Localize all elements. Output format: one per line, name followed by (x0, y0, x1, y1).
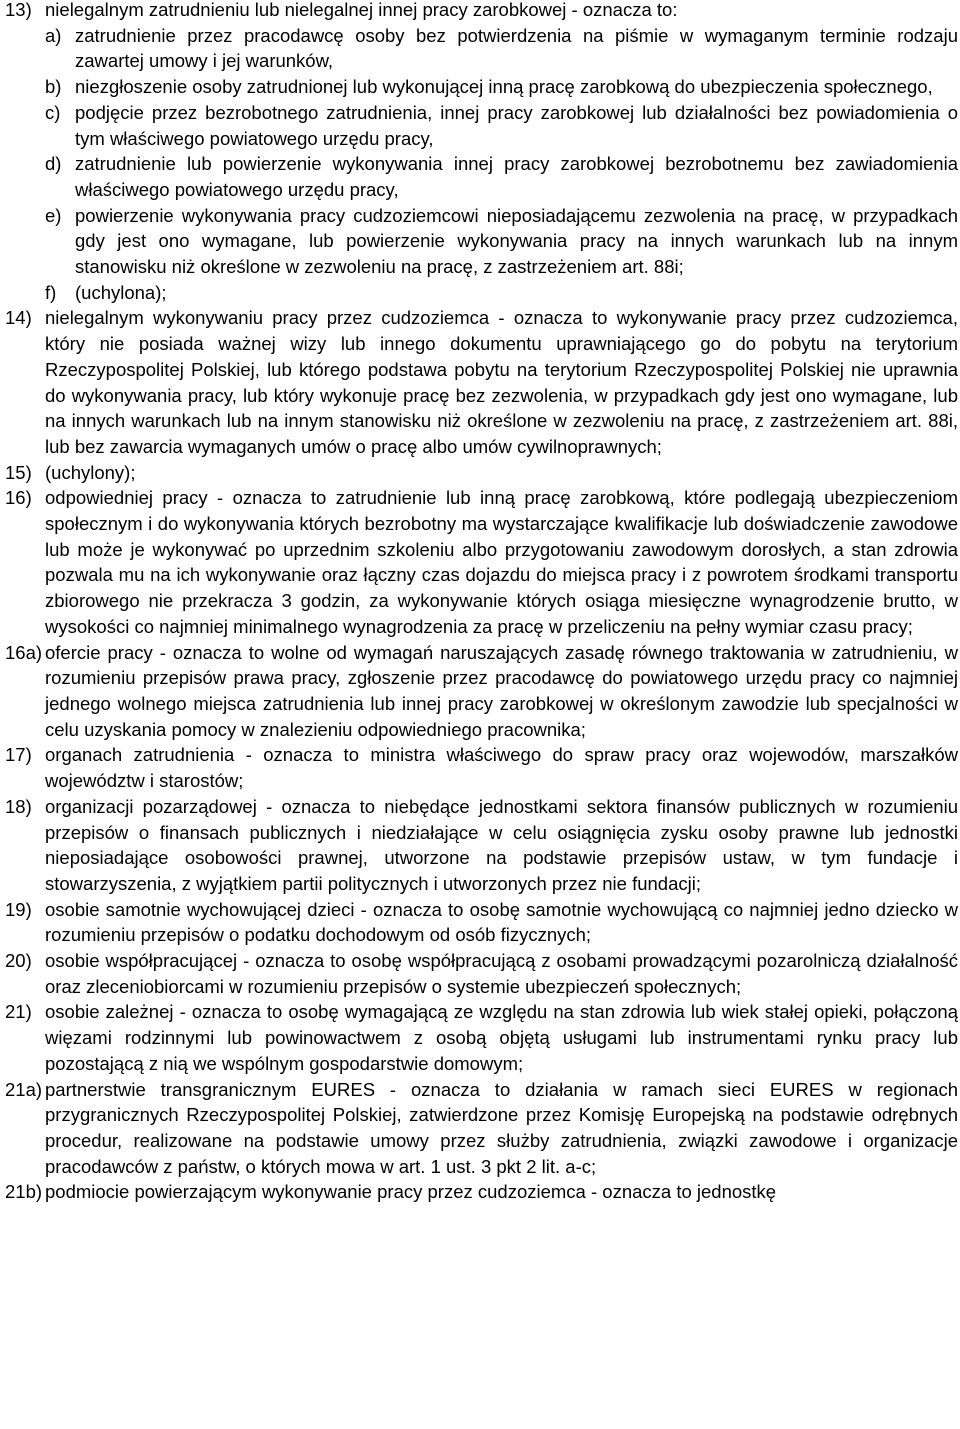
sub-item (5, 23, 958, 74)
item-number: f) (45, 281, 57, 303)
item-text: nielegalnym wykonywaniu pracy przez cudzoziemca - oznacza to wykonywanie pracy przez cudzoziemca, który nie posiada ważnej wizy lub innego dokumentu uprawniającego go do pobytu na terytorium Rzeczypospolitej Polskiej, lub którego podstawa pobytu na terytorium Rzeczypospolitej Polskiej nie uprawnia do wykonywania pracy, lub który wykonuje pracę bez zezwolenia, w przypadkach gdy jest ono wymagane, lub na innych warunkach lub na innym stanowisku niż określone w zezwoleniu na pracę, z zastrzeżeniem art. 88i, lub bez zawarcia wymaganych umów o pracę albo umów cywilnoprawnych; (45, 307, 958, 457)
item-text: partnerstwie transgranicznym EURES - oznacza to działania w ramach sieci EURES w regionach przygranicznych Rzeczypospolitej Polskiej, zatwierdzone przez Komisję Europejską na podstawie odrębnych procedur, realizowane na podstawie umowy przez służby zatrudnienia, związki zawodowe i organizacje pracodawców z państw, o których mowa w art. 1 ust. 3 pkt 2 lit. a-c; (45, 1078, 958, 1177)
sub-item (5, 74, 958, 100)
item-text: osobie współpracującej - oznacza to osobę współpracującą z osobami prowadzącymi pozarolniczą działalność oraz zleceniobiorcami w rozumieniu przepisów o systemie ubezpieczeń społecznych; (45, 950, 958, 997)
item-number: 21) (5, 1001, 32, 1023)
item-text: ofercie pracy - oznacza to wolne od wymagań naruszających zasadę równego traktowania w zatrudnieniu, w rozumieniu przepisów prawa pracy, zgłoszenie przez pracodawcę do powiatowego urzędu pracy co najmniej jednego wolnego miejsca zatrudnienia lub innej pracy zarobkowej w określonym zawodzie lub specjalności w celu uzyskania pomocy w znalezieniu odpowiedniego pracownika; (45, 641, 958, 740)
item-text: odpowiedniej pracy - oznacza to zatrudnienie lub inną pracę zarobkową, które podlegają ubezpieczeniom społecznym i do wykonywania których bezrobotny ma wystarczające kwalifikacje lub doświadczenie zawodowe lub może je wykonywać po uprzednim szkoleniu albo przygotowaniu zawodowym dorosłych, a stan zdrowia pozwala mu na ich wykonywanie oraz łączny czas dojazdu do miejsca pracy i z powrotem środkami transportu zbiorowego nie przekracza 3 godzin, za wykonywanie których osiąga miesięczne wynagrodzenie brutto, w wysokości co najmniej minimalnego wynagrodzenia za pracę w przeliczeniu na pełny wymiar czasu pracy; (45, 487, 958, 637)
definition-item (5, 640, 958, 743)
definition-item (5, 305, 958, 459)
item-text: nielegalnym zatrudnieniu lub nielegalnej innej pracy zarobkowej - oznacza to: (45, 0, 678, 20)
definition-item (5, 1077, 958, 1180)
item-text: organizacji pozarządowej - oznacza to niebędące jednostkami sektora finansów publicznych w rozumieniu przepisów o finansach publicznych i niedziałające w celu osiągnięcia zysku osoby prawne lub jednostki nieposiadające osobowości prawnej, utworzone na podstawie przepisów ustaw, w tym fundacje i stowarzyszenia, z wyjątkiem partii politycznych i utworzonych przez nie fundacji; (45, 795, 958, 894)
item-number: 14) (5, 307, 32, 329)
sub-item (5, 280, 958, 306)
item-text: podjęcie przez bezrobotnego zatrudnienia, innej pracy zarobkowej lub działalności bez powiadomienia o tym właściwego powiatowego urzędu pracy, (75, 101, 958, 149)
item-number: 17) (5, 744, 32, 766)
item-text: osobie samotnie wychowującej dzieci - oznacza to osobę samotnie wychowującą co najmniej jedno dziecko w rozumieniu przepisów o podatku dochodowym od osób fizycznych; (45, 898, 958, 946)
definition-item (5, 742, 958, 793)
item-number: d) (45, 153, 62, 175)
item-number: 21a) (5, 1078, 43, 1100)
definition-item (5, 1179, 958, 1205)
item-number: e) (45, 204, 62, 226)
item-text: organach zatrudnienia - oznacza to ministra właściwego do spraw pracy oraz wojewodów, marszałków województw i starostów; (45, 744, 958, 792)
item-number: 19) (5, 898, 32, 920)
sub-item (5, 100, 958, 151)
item-number: 18) (5, 795, 32, 817)
item-text: (uchylony); (45, 461, 136, 483)
item-text: zatrudnienie przez pracodawcę osoby bez potwierdzenia na piśmie w wymaganym terminie rodzaju zawartej umowy i jej warunków, (75, 24, 958, 72)
item-text: niezgłoszenie osoby zatrudnionej lub wykonującej inną pracę zarobkową do ubezpieczenia społecznego, (75, 76, 933, 98)
definition-item (5, 794, 958, 897)
item-number: 13) (5, 0, 32, 20)
item-number: c) (45, 101, 61, 123)
item-text: powierzenie wykonywania pracy cudzoziemcowi nieposiadającemu zezwolenia na pracę, w przypadkach gdy jest ono wymagane, lub powierzenie wykonywania pracy na innych warunkach lub na innym stanowisku niż określone w zezwoleniu na pracę, z zastrzeżeniem art. 88i; (75, 204, 958, 278)
sub-item (5, 151, 958, 202)
item-text: zatrudnienie lub powierzenie wykonywania innej pracy zarobkowej bezrobotnemu bez zawiadomienia właściwego powiatowego urzędu pracy, (75, 153, 958, 200)
definition-item (5, 460, 958, 486)
item-text: (uchylona); (75, 281, 167, 303)
definition-item (5, 0, 958, 23)
item-number: 16) (5, 487, 32, 509)
item-number: a) (45, 24, 62, 46)
definition-item (5, 999, 958, 1076)
item-text: osobie zależnej - oznacza to osobę wymagającą ze względu na stan zdrowia lub wiek stałej opieki, połączoną więzami rodzinnymi lub powinowactwem z osobą objętą usługami lub instrumentami rynku pracy lub pozostającą z nią we wspólnym gospodarstwie domowym; (45, 1001, 958, 1074)
item-number: 21b) (5, 1181, 43, 1203)
item-number: 16a) (5, 641, 43, 663)
item-text: podmiocie powierzającym wykonywanie pracy przez cudzoziemca - oznacza to jednostkę (45, 1181, 777, 1203)
item-number: b) (45, 76, 62, 98)
definition-item (5, 948, 958, 999)
item-number: 15) (5, 461, 32, 483)
item-number: 20) (5, 950, 32, 972)
definition-item (5, 485, 958, 639)
definition-item (5, 897, 958, 948)
sub-item (5, 203, 958, 280)
